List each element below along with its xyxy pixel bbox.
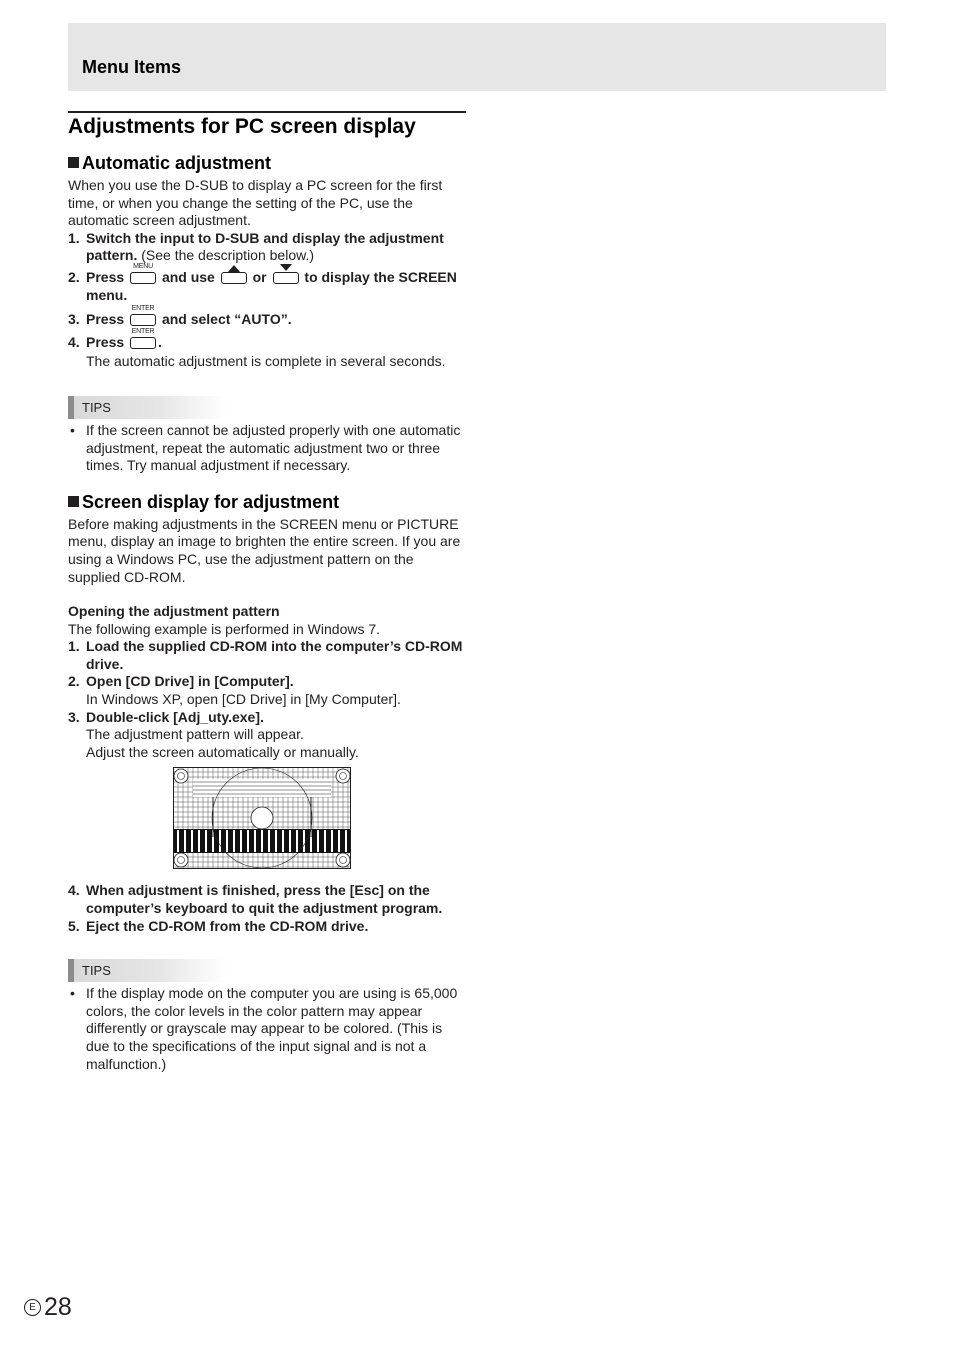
auto-step-2: 2. Press MENU and use or to display the SCREEN menu. bbox=[68, 262, 457, 303]
tips-item: • If the screen cannot be adjusted properly with one automatic adjustment, repeat the automatic adjustment two or three times. Try manual adjustment if necessary. bbox=[70, 421, 461, 474]
pattern-steps-continued bbox=[68, 882, 466, 935]
page-title: Adjustments for PC screen display bbox=[68, 111, 466, 139]
pattern-step-3-note: The adjustment pattern will appear. bbox=[86, 726, 304, 743]
pattern-step-1: 1. Load the supplied CD-ROM into the computer’s CD-ROM drive. bbox=[68, 638, 463, 672]
language-mark: E bbox=[24, 1299, 41, 1316]
pattern-steps bbox=[68, 638, 466, 761]
auto-step-4-note: The automatic adjustment is complete in several seconds. bbox=[86, 353, 446, 370]
menu-key-icon: MENU bbox=[130, 272, 156, 284]
square-bullet-icon bbox=[68, 157, 79, 168]
pattern-step-4: 4. When adjustment is finished, press the [Esc] on the computer’s keyboard to quit the adjustment program. bbox=[68, 882, 443, 917]
tips-item: • If the display mode on the computer you are using is 65,000 colors, the color levels in the color pattern may appear differently or grayscale may appear to be colored. (This is due to the specifications of the input signal and is not a malfunction.) bbox=[70, 985, 458, 1072]
down-key-icon bbox=[273, 272, 299, 284]
tips-label: TIPS bbox=[68, 396, 227, 419]
pattern-step-3-note2: Adjust the screen automatically or manually. bbox=[86, 743, 359, 760]
section-title: Menu Items bbox=[82, 57, 182, 77]
pattern-step-2: 2. Open [CD Drive] in [Computer]. In Windows XP, open [CD Drive] in [My Computer]. bbox=[68, 673, 466, 708]
tips-list bbox=[68, 985, 466, 1073]
up-key-icon bbox=[221, 272, 247, 284]
pattern-step-3: 3. Double-click [Adj_uty.exe]. The adjustment pattern will appear. Adjust the screen automatically or manually. bbox=[68, 709, 466, 762]
automatic-steps bbox=[68, 230, 466, 371]
opening-pattern-heading: Opening the adjustment pattern bbox=[68, 603, 280, 620]
header-band bbox=[68, 23, 886, 91]
adjustment-pattern-image bbox=[173, 767, 351, 869]
tips-label: TIPS bbox=[68, 959, 227, 982]
content-column bbox=[68, 111, 466, 1073]
automatic-adjustment-heading: Automatic adjustment bbox=[68, 152, 466, 174]
pattern-step-2-note: In Windows XP, open [CD Drive] in [My Computer]. bbox=[86, 691, 401, 708]
auto-step-4: 4. Press ENTER . The automatic adjustment is complete in several seconds. bbox=[68, 334, 466, 371]
screen-display-heading: Screen display for adjustment bbox=[68, 491, 466, 513]
page-number: E 28 bbox=[24, 1293, 72, 1322]
square-bullet-icon bbox=[68, 496, 79, 507]
enter-key-icon: ENTER bbox=[130, 337, 156, 349]
enter-key-icon: ENTER bbox=[130, 314, 156, 326]
screen-intro: Before making adjustments in the SCREEN menu or PICTURE menu, display an image to brighten the entire screen. If you are using a Windows PC, use the adjustment pattern on the supplied CD-ROM. bbox=[68, 515, 461, 585]
tips-list bbox=[68, 422, 466, 475]
automatic-intro: When you use the D-SUB to display a PC screen for the first time, or when you change the setting of the PC, use the automatic screen adjustment. bbox=[68, 177, 443, 229]
auto-step-1: 1. Switch the input to D-SUB and display the adjustment pattern. (See the description below.) bbox=[68, 229, 444, 264]
pattern-step-5: 5. Eject the CD-ROM from the CD-ROM drive. bbox=[68, 917, 369, 934]
auto-step-3: 3. Press ENTER and select “AUTO”. bbox=[68, 305, 292, 328]
opening-pattern-intro: The following example is performed in Windows 7. bbox=[68, 620, 381, 637]
